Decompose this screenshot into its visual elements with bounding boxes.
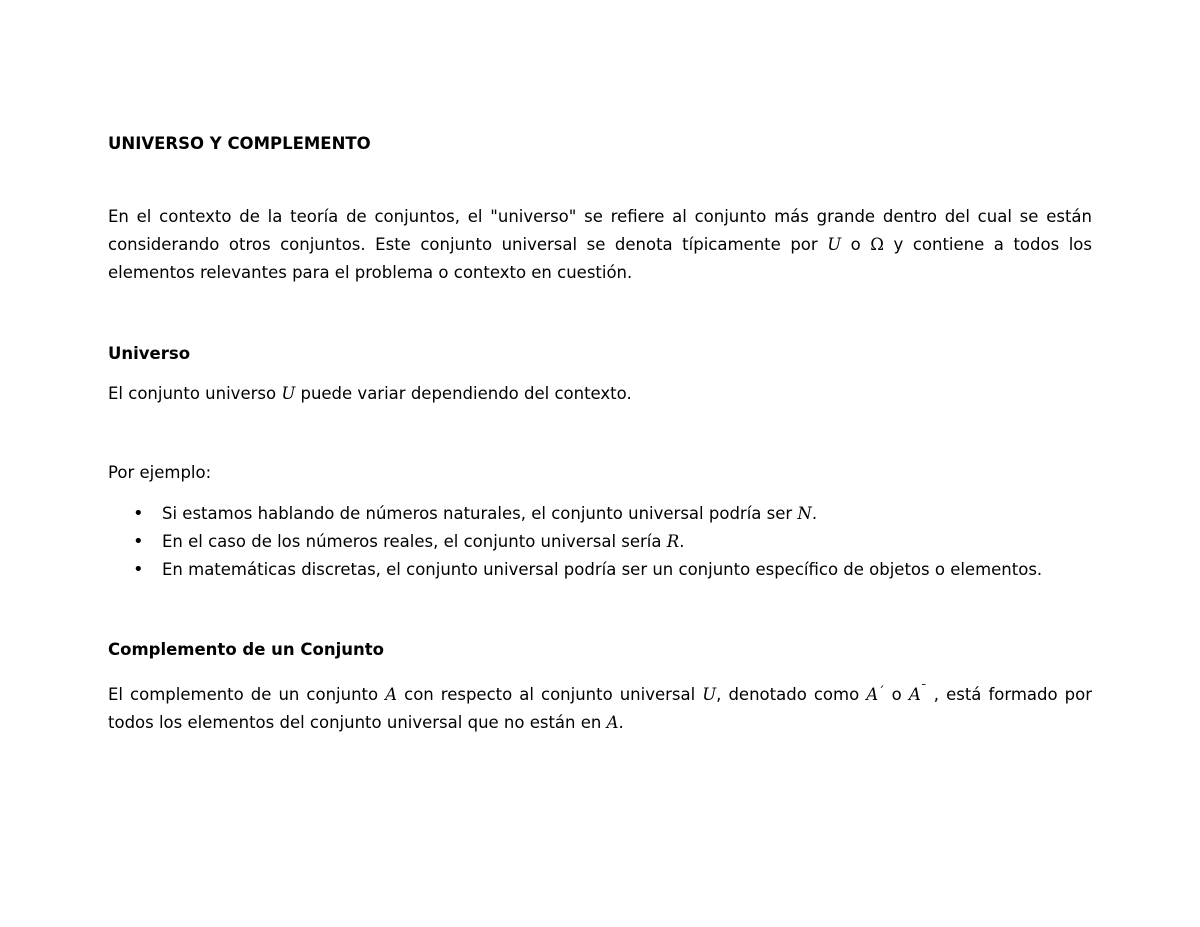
list-item [108, 556, 1108, 584]
complemento-text: , denotado como [716, 685, 867, 704]
example-label: Por ejemplo: [108, 463, 212, 482]
set-a-symbol: A [385, 685, 398, 704]
example-list [108, 500, 1108, 584]
list-item [108, 500, 1108, 528]
universo-paragraph [108, 380, 1092, 408]
list-item-text: Si estamos hablando de números naturales, el conjunto universal podría ser [162, 504, 798, 523]
intro-text-or: o [841, 235, 871, 254]
set-a-symbol: A [606, 713, 619, 732]
universo-text-end: puede variar dependiendo del contexto. [295, 384, 632, 403]
complemento-text-end: . [618, 713, 624, 732]
bar-mark: ¯ [920, 682, 927, 696]
section-heading-universo: Universo [108, 344, 191, 363]
list-item-text: En el caso de los números reales, el conjunto universal sería [162, 532, 667, 551]
intro-text: En el contexto de la teoría de conjuntos, el "universo" se refiere al conjunto más grande dentro del cual se están considerando otros conjuntos. Este conjunto universal se denota típicamente por [108, 207, 1092, 254]
prime-mark: ´ [878, 685, 885, 700]
list-item-end: . [679, 532, 685, 551]
list-item [108, 528, 1108, 556]
list-item-end: . [811, 504, 818, 523]
complemento-text: con respecto al conjunto universal [397, 685, 703, 704]
intro-text-end: y contiene a todos los elementos relevantes para el problema o contexto en cuestión. [108, 235, 1092, 282]
set-a-prime-symbol: A [866, 685, 879, 704]
bullet-icon: • [133, 559, 144, 580]
universe-symbol: U [827, 235, 842, 254]
section-heading-complemento: Complemento de un Conjunto [108, 640, 384, 659]
complemento-text: El complemento de un conjunto [108, 685, 386, 704]
bullet-icon: • [133, 531, 144, 552]
complemento-paragraph [108, 675, 1092, 737]
complemento-text: o [884, 685, 909, 704]
intro-paragraph [108, 203, 1092, 287]
universe-symbol: U [702, 685, 717, 704]
document-title: UNIVERSO Y COMPLEMENTO [108, 134, 371, 153]
reals-symbol: R [666, 532, 680, 551]
omega-symbol: Ω [870, 235, 884, 254]
universo-text: El conjunto universo [108, 384, 282, 403]
list-item-text: En matemáticas discretas, el conjunto universal podría ser un conjunto específico de objetos o elementos. [162, 560, 1043, 579]
naturals-symbol: N [797, 504, 812, 523]
complemento-text: , está formado por todos los elementos del conjunto universal que no están en [108, 685, 1092, 732]
universe-symbol: U [281, 384, 296, 403]
set-a-bar-symbol: A [908, 685, 921, 704]
bullet-icon: • [133, 503, 144, 524]
